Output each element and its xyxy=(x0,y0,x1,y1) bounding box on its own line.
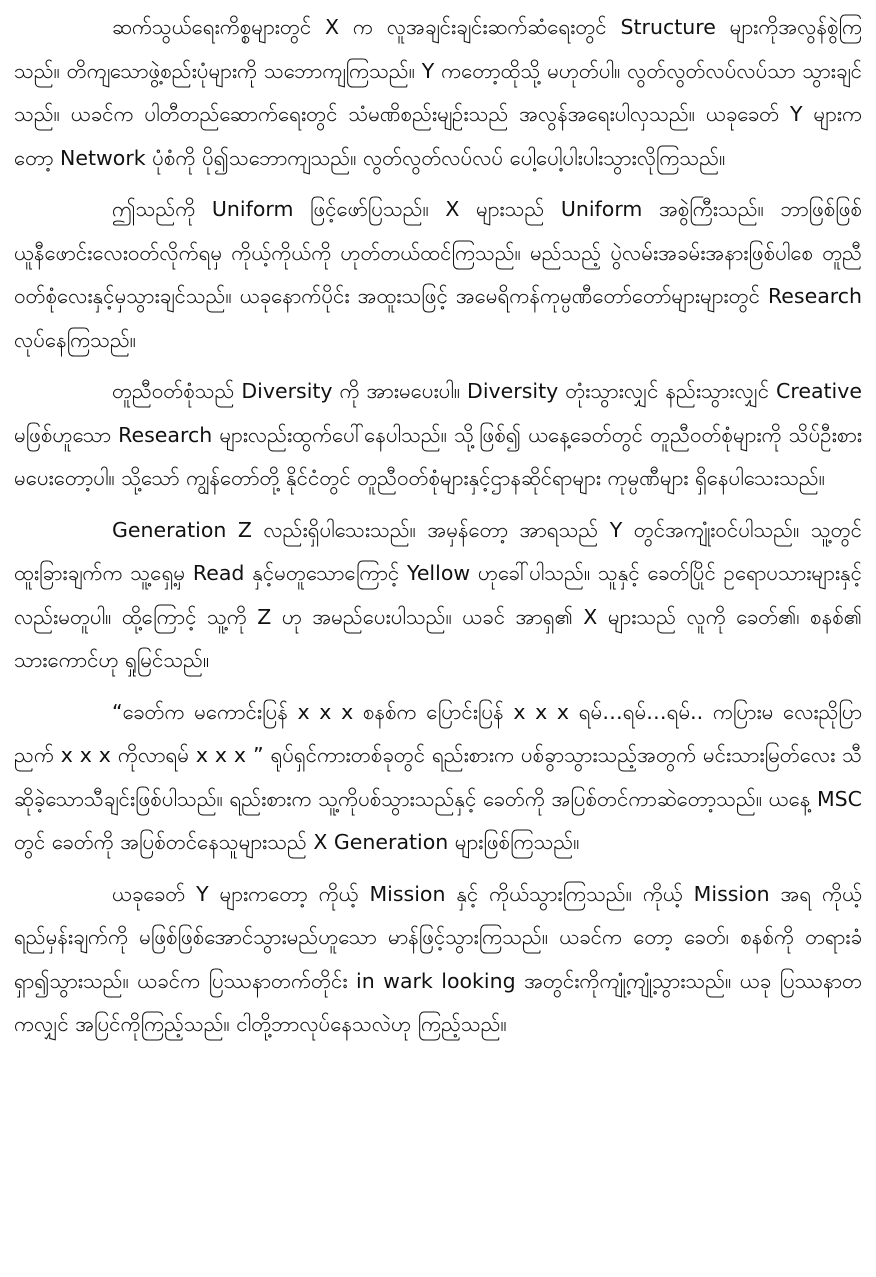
paragraph-4: Generation Z လည်းရှိပါသေးသည်။ အမှန်တော့ အာရသည် Y တွင်အကျုံးဝင်ပါသည်။ သူ့တွင်ထူးခြားချက်က သူ့ရှေ့မှ Read နှင့်မတူသောကြောင့် Yellow ဟုခေါ်ပါသည်။ သူနှင့် ခေတ်ပြိုင် ဥရောပသားများနှင့်လည်းမတူပါ။ ထို့ကြောင့် သူ့ကို Z ဟု အမည်ပေးပါသည်။ ယခင် အာရှ၏ X များသည် လူကို ခေတ်၏၊ စနစ်၏ သားကောင်ဟု ရှုမြင်သည်။ xyxy=(14,517,862,672)
paragraph-5-song-quote: “ခေတ်က မကောင်းပြန် x x x စနစ်က ပြောင်းပြန် x x x ရမ်…ရမ်…ရမ်.. ကပြားမ လေးညိုပြာညက် x x x ကိုလာရမ် x x x ” ရုပ်ရှင်ကားတစ်ခုတွင် ရည်းစားက ပစ်ခွာသွားသည့်အတွက် မင်းသားမြတ်လေး သီဆိုခဲ့သောသီချင်းဖြစ်ပါသည်။ ရည်းစားက သူ့ကိုပစ်သွားသည်နှင့် ခေတ်ကို အပြစ်တင်ကာဆဲတော့သည်။ ယနေ့ MSC တွင် ခေတ်ကို အပြစ်တင်နေသူများသည် X Generation များဖြစ်ကြသည်။ xyxy=(14,699,862,854)
document-page xyxy=(14,6,862,1055)
paragraph-2: ဤသည်ကို Uniform ဖြင့်ဖော်ပြသည်။ X များသည် Uniform အစွဲကြီးသည်။ ဘာဖြစ်ဖြစ် ယူနီဖောင်းလေးဝတ်လိုက်ရမှ ကိုယ့်ကိုယ်ကို ဟုတ်တယ်ထင်ကြသည်။ မည်သည့် ပွဲလမ်းအခမ်းအနားဖြစ်ပါစေ တူညီဝတ်စုံလေးနှင့်မှသွားချင်သည်။ ယခုနောက်ပိုင်း အထူးသဖြင့် အမေရိကန်ကုမ္ပဏီတော်တော်များများတွင် Research လုပ်နေကြသည်။ xyxy=(14,197,862,352)
paragraph-3: တူညီဝတ်စုံသည် Diversity ကို အားမပေးပါ။ Diversity တုံးသွားလျှင် နည်းသွားလျှင် Creative မဖြစ်ဟူသော Research များလည်းထွက်ပေါ်နေပါသည်။ သို့ဖြစ်၍ ယနေ့ခေတ်တွင် တူညီဝတ်စုံများကို သိပ်ဦးစားမပေးတော့ပါ။ သို့သော် ကျွန်တော်တို့ နိုင်ငံတွင် တူညီဝတ်စုံများနှင့်ဌာနဆိုင်ရာများ ကုမ္ပဏီများ ရှိနေပါသေးသည်။ xyxy=(14,379,862,490)
paragraph-6: ယခုခေတ် Y များကတော့ ကိုယ့် Mission နှင့် ကိုယ်သွားကြသည်။ ကိုယ့် Mission အရ ကိုယ့်ရည်မှန်းချက်ကို မဖြစ်ဖြစ်အောင်သွားမည်ဟူသော မာန်ဖြင့်သွားကြသည်။ ယခင်က တော့ ခေတ်၊ စနစ်ကို တရားခံရှာ၍သွားသည်။ ယခင်က ပြဿနာတက်တိုင်း in wark looking အတွင်းကိုကျုံ့ကျုံ့သွားသည်။ ယခု ပြဿနာတကလျှင် အပြင်ကိုကြည့်သည်။ ငါတို့ဘာလုပ်နေသလဲဟု ကြည့်သည်။ xyxy=(14,881,862,1036)
paragraph-1: ဆက်သွယ်ရေးကိစ္စများတွင် X က လူအချင်းချင်းဆက်ဆံရေးတွင် Structure များကိုအလွန်စွဲကြသည်။ တိကျသောဖွဲ့စည်းပုံများကို သဘောကျကြသည်။ Y ကတော့ထိုသို့ မဟုတ်ပါ။ လွတ်လွတ်လပ်လပ်သာ သွားချင်သည်။ ယခင်က ပါတီတည်ဆောက်ရေးတွင် သံမဏိစည်းမျဉ်းသည် အလွန်အရေးပါလှသည်။ ယခုခေတ် Y များက တော့ Network ပုံစံကို ပို၍သဘောကျသည်။ လွတ်လွတ်လပ်လပ် ပေါ့ပေါ့ပါးပါးသွားလိုကြသည်။ xyxy=(14,15,862,170)
